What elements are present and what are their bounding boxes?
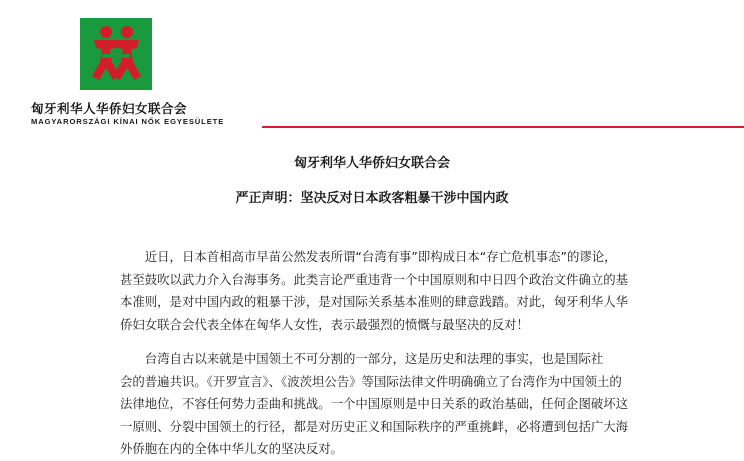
document-subtitle: 严正声明：坚决反对日本政客粗暴干涉中国内政 — [235, 191, 509, 206]
document-title: 匈牙利华人华侨妇女联合会 — [293, 156, 450, 171]
org-name-hungarian: MAGYARORSZÁGI KÍNAI NŐK EGYESÜLETE — [31, 117, 225, 126]
paragraph-line: 外侨胞在内的全体中华儿女的坚决反对。 — [120, 441, 344, 456]
red-figures-logo-icon — [80, 18, 152, 90]
paragraph-1 — [120, 246, 640, 336]
header-divider — [262, 126, 744, 128]
paragraph-line: 台湾自古以来就是中国领土不可分割的一部分，这是历史和法理的事实，也是国际社 — [120, 351, 604, 366]
org-name-chinese: 匈牙利华人华侨妇女联合会 — [31, 101, 188, 116]
paragraph-2 — [120, 348, 640, 461]
paragraph-line: 近日，日本首相高市早苗公然发表所谓“台湾有事”即构成日本“存亡危机事态”的谬论， — [120, 249, 617, 264]
paragraph-line: 一原则、分裂中国领土的行径，都是对历史正义和国际秩序的严重挑衅，必将遭到包括广大海 — [120, 418, 629, 434]
paragraph-line: 法律地位，不容任何势力歪曲和挑战。一个中国原则是中日关系的政治基础，任何企图破坏这 — [120, 396, 629, 411]
paragraph-line: 本准则，是对中国内政的粗暴干涉，是对国际关系基本准则的肆意践踏。对此，匈牙利华人华 — [120, 294, 629, 309]
paragraph-line: 会的普遍共识。《开罗宣言》、《波茨坦公告》等国际法律文件明确确立了台湾作为中国领土的 — [120, 373, 622, 389]
paragraph-line: 甚至鼓吹以武力介入台海事务。此类言论严重违背一个中国原则和中日四个政治文件确立的基 — [120, 271, 629, 287]
paragraph-line: 侨妇女联合会代表全体在匈华人女性，表示最强烈的愤慨与最坚决的反对！ — [120, 316, 529, 332]
